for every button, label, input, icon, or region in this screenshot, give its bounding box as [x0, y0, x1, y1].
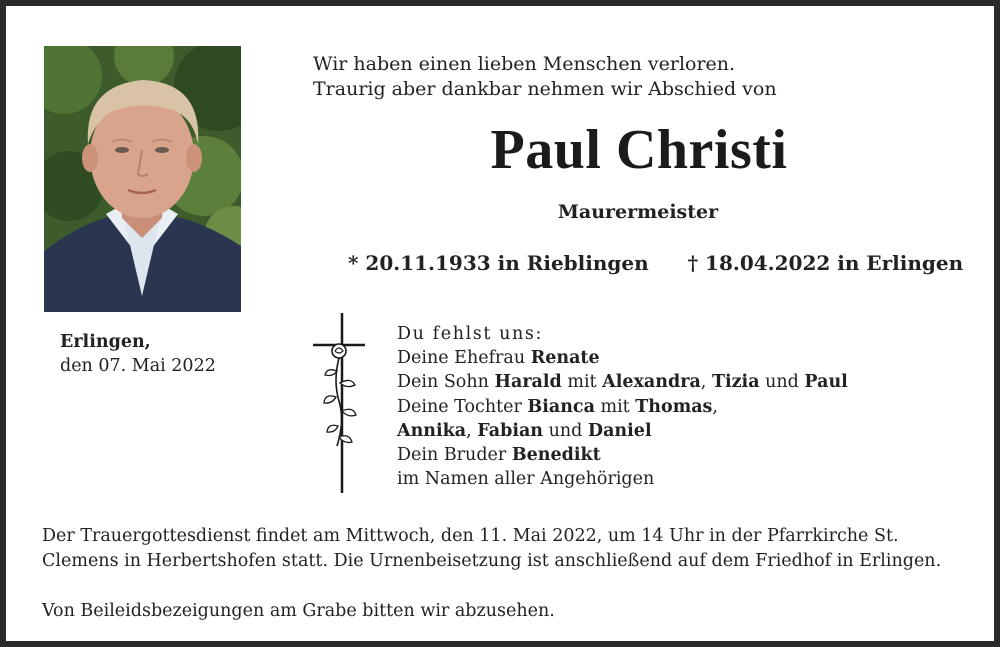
- portrait-illustration: [44, 46, 241, 312]
- mourner-text: Deine Ehefrau: [397, 348, 531, 369]
- mourner-line: [397, 395, 848, 419]
- mourner-text: Deine Tochter: [397, 396, 528, 417]
- deceased-name: Paul Christi: [490, 119, 788, 181]
- mourner-text: ,: [466, 420, 478, 441]
- mourner-name: Bianca: [527, 396, 595, 417]
- condolence-note: Von Beileidsbezeigungen am Grabe bitten wir abzusehen.: [42, 601, 555, 621]
- service-announcement: Der Trauergottesdienst findet am Mittwoch, den 11. Mai 2022, um 14 Uhr in der Pfarrkirche St. Clemens in Herbertshofen statt. Die Urnenbeisetzung ist anschließend auf dem Friedhof in Erlingen.: [42, 526, 942, 571]
- mourner-line: [397, 370, 848, 394]
- mourner-line: [397, 346, 848, 370]
- cross-with-rose-icon: [309, 311, 369, 495]
- intro-line-1: Wir haben einen lieben Menschen verloren.: [313, 53, 736, 75]
- mourner-line: [397, 419, 848, 443]
- mourner-text: und: [759, 372, 805, 393]
- mourner-name: Alexandra: [602, 372, 701, 393]
- mourner-text: und: [543, 420, 588, 441]
- notice-date: den 07. Mai 2022: [60, 356, 216, 376]
- mourner-text: ,: [712, 396, 718, 417]
- intro-line-2: Traurig aber dankbar nehmen wir Abschied von: [313, 78, 777, 100]
- portrait-photo: [44, 46, 241, 312]
- deceased-profession: Maurermeister: [557, 201, 719, 223]
- mourner-name: Benedikt: [511, 445, 601, 466]
- life-dates: [348, 251, 963, 275]
- mourner-name: Fabian: [477, 420, 544, 441]
- mourner-lines: [397, 346, 848, 491]
- mourner-name: Annika: [397, 420, 467, 441]
- mourner-text: mit: [561, 372, 603, 393]
- mourner-text: Dein Sohn: [397, 372, 495, 393]
- mourner-name: Thomas: [635, 396, 713, 417]
- intro-text: [313, 52, 777, 102]
- mourner-name: Daniel: [587, 420, 652, 441]
- mourner-text: Dein Bruder: [397, 445, 512, 466]
- mourner-name: Harald: [494, 372, 562, 393]
- mourner-name: Tizia: [711, 372, 760, 393]
- mourners-list: [397, 322, 848, 491]
- birth-date: * 20.11.1933 in Rieblingen: [348, 251, 649, 275]
- place-city: Erlingen,: [60, 332, 151, 352]
- mourner-name: Paul: [804, 372, 848, 393]
- mourner-line: [397, 467, 848, 491]
- mourners-heading: Du fehlst uns:: [397, 324, 543, 344]
- mourner-text: ,: [700, 372, 712, 393]
- mourner-line: [397, 443, 848, 467]
- place-and-date: [60, 330, 216, 378]
- mourner-name: Renate: [530, 348, 600, 369]
- mourner-text: im Namen aller Angehörigen: [397, 469, 655, 490]
- mourner-text: mit: [594, 396, 636, 417]
- death-date: † 18.04.2022 in Erlingen: [687, 251, 964, 275]
